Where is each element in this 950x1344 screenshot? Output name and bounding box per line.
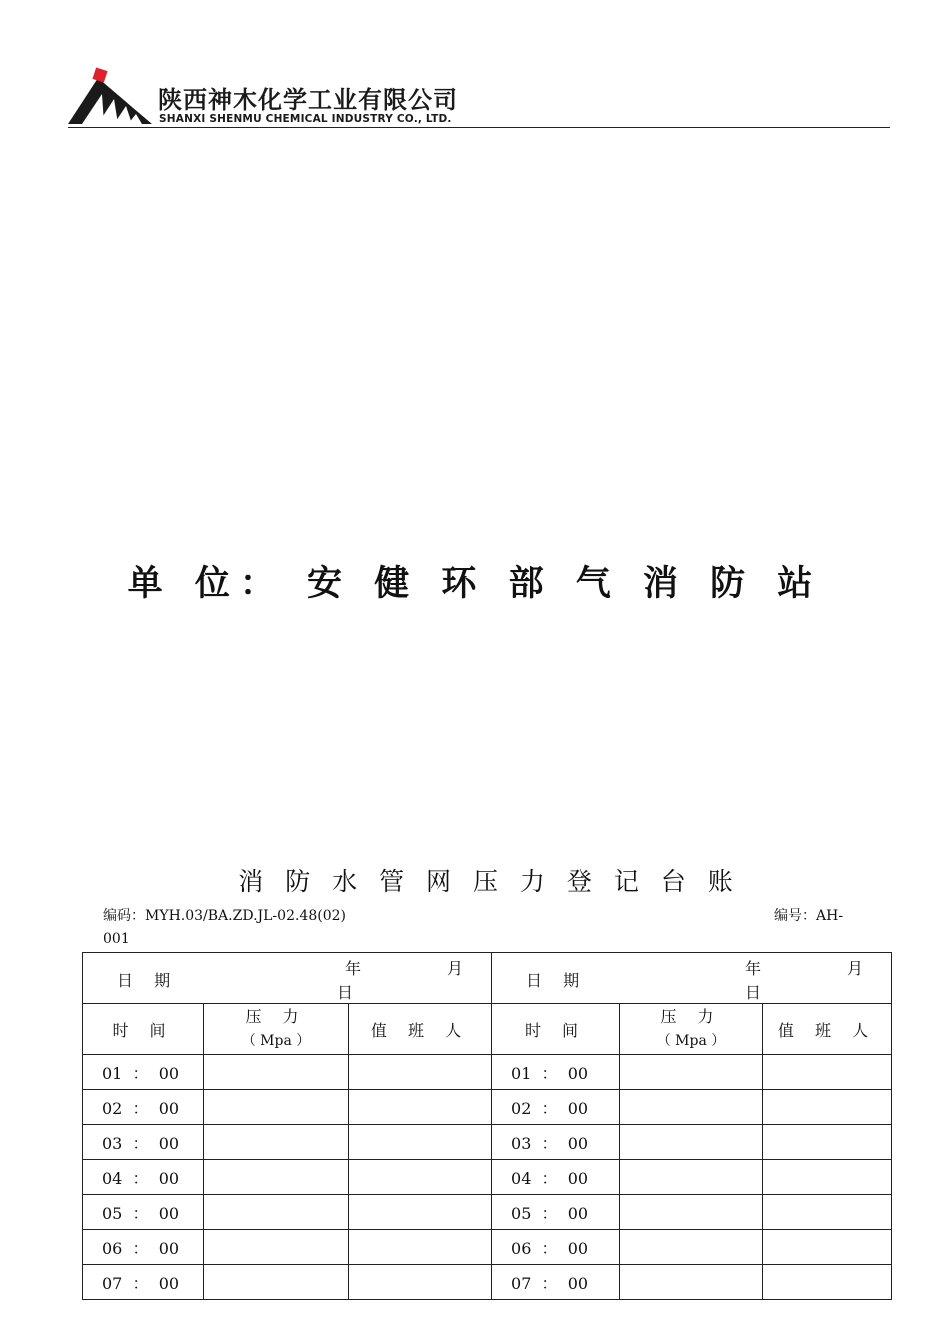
time-cell: 06 ： 00: [492, 1230, 620, 1265]
duty-entry-cell[interactable]: [763, 1160, 892, 1195]
time-cell: 05 ： 00: [83, 1195, 204, 1230]
duty-entry-cell[interactable]: [349, 1160, 492, 1195]
unit-title: 单 位： 安 健 环 部 气 消 防 站: [127, 563, 823, 604]
pressure-entry-cell[interactable]: [204, 1090, 349, 1125]
pressure-column-header: [204, 1004, 349, 1055]
time-cell: 06 ： 00: [83, 1230, 204, 1265]
time-cell: 07 ： 00: [492, 1265, 620, 1300]
pressure-label: 压 力: [660, 1007, 722, 1026]
date-label: 日 期: [526, 971, 588, 990]
time-cell: 01 ： 00: [492, 1055, 620, 1090]
pressure-entry-cell[interactable]: [204, 1195, 349, 1230]
pressure-unit: （ Mpa ）: [656, 1033, 726, 1049]
document-number-label: 编号：AH-: [774, 908, 844, 924]
company-name-cn: 陕西神木化学工业有限公司: [158, 86, 458, 114]
pressure-entry-cell[interactable]: [204, 1125, 349, 1160]
table-row: [83, 1265, 892, 1300]
table-row: [83, 1090, 892, 1125]
header-divider: [68, 127, 890, 128]
date-cell-right[interactable]: [492, 953, 892, 1004]
pressure-entry-cell[interactable]: [204, 1160, 349, 1195]
duty-entry-cell[interactable]: [763, 1265, 892, 1300]
time-cell: 02 ： 00: [492, 1090, 620, 1125]
time-cell: 02 ： 00: [83, 1090, 204, 1125]
time-column-header: 时 间: [492, 1004, 620, 1055]
pressure-entry-cell[interactable]: [620, 1090, 763, 1125]
pressure-unit: （ Mpa ）: [241, 1033, 311, 1049]
duty-entry-cell[interactable]: [349, 1230, 492, 1265]
column-header-row: [83, 1004, 892, 1055]
duty-entry-cell[interactable]: [349, 1090, 492, 1125]
company-name-en: SHANXI SHENMU CHEMICAL INDUSTRY CO., LTD.: [159, 113, 452, 125]
time-cell: 03 ： 00: [83, 1125, 204, 1160]
pressure-entry-cell[interactable]: [620, 1230, 763, 1265]
pressure-entry-cell[interactable]: [204, 1230, 349, 1265]
time-cell: 04 ： 00: [83, 1160, 204, 1195]
pressure-ledger-table: [82, 952, 892, 1300]
time-cell: 01 ： 00: [83, 1055, 204, 1090]
year-label: 年: [345, 959, 362, 978]
table-row: [83, 1230, 892, 1265]
duty-entry-cell[interactable]: [349, 1195, 492, 1230]
year-label: 年: [745, 959, 762, 978]
table-row: [83, 1125, 892, 1160]
table-row: [83, 1160, 892, 1195]
company-logo-icon: [68, 66, 152, 126]
document-code: 编码：MYH.03/BA.ZD.JL-02.48(02): [103, 908, 346, 924]
time-cell: 04 ： 00: [492, 1160, 620, 1195]
table-row: [83, 1055, 892, 1090]
ledger-title: 消 防 水 管 网 压 力 登 记 台 账: [238, 867, 740, 896]
duty-entry-cell[interactable]: [763, 1125, 892, 1160]
pressure-entry-cell[interactable]: [620, 1055, 763, 1090]
duty-entry-cell[interactable]: [349, 1055, 492, 1090]
table-row: [83, 1195, 892, 1230]
duty-entry-cell[interactable]: [763, 1195, 892, 1230]
pressure-entry-cell[interactable]: [620, 1265, 763, 1300]
duty-column-header: 值 班 人: [763, 1004, 892, 1055]
duty-entry-cell[interactable]: [349, 1125, 492, 1160]
pressure-entry-cell[interactable]: [204, 1055, 349, 1090]
date-header-row: [83, 953, 892, 1004]
duty-column-header: 值 班 人: [349, 1004, 492, 1055]
duty-entry-cell[interactable]: [763, 1055, 892, 1090]
time-cell: 03 ： 00: [492, 1125, 620, 1160]
pressure-column-header: [620, 1004, 763, 1055]
time-cell: 05 ： 00: [492, 1195, 620, 1230]
duty-entry-cell[interactable]: [349, 1265, 492, 1300]
pressure-entry-cell[interactable]: [620, 1195, 763, 1230]
pressure-label: 压 力: [245, 1007, 307, 1026]
date-cell-left[interactable]: [83, 953, 492, 1004]
month-label: 月: [447, 959, 464, 978]
date-label: 日 期: [117, 971, 179, 990]
pressure-entry-cell[interactable]: [204, 1265, 349, 1300]
month-label: 月: [847, 959, 864, 978]
time-cell: 07 ： 00: [83, 1265, 204, 1300]
day-label: 日: [745, 983, 762, 1002]
duty-entry-cell[interactable]: [763, 1230, 892, 1265]
duty-entry-cell[interactable]: [763, 1090, 892, 1125]
pressure-entry-cell[interactable]: [620, 1160, 763, 1195]
document-number-value: 001: [103, 931, 130, 947]
day-label: 日: [337, 983, 354, 1002]
time-column-header: 时 间: [83, 1004, 204, 1055]
pressure-entry-cell[interactable]: [620, 1125, 763, 1160]
